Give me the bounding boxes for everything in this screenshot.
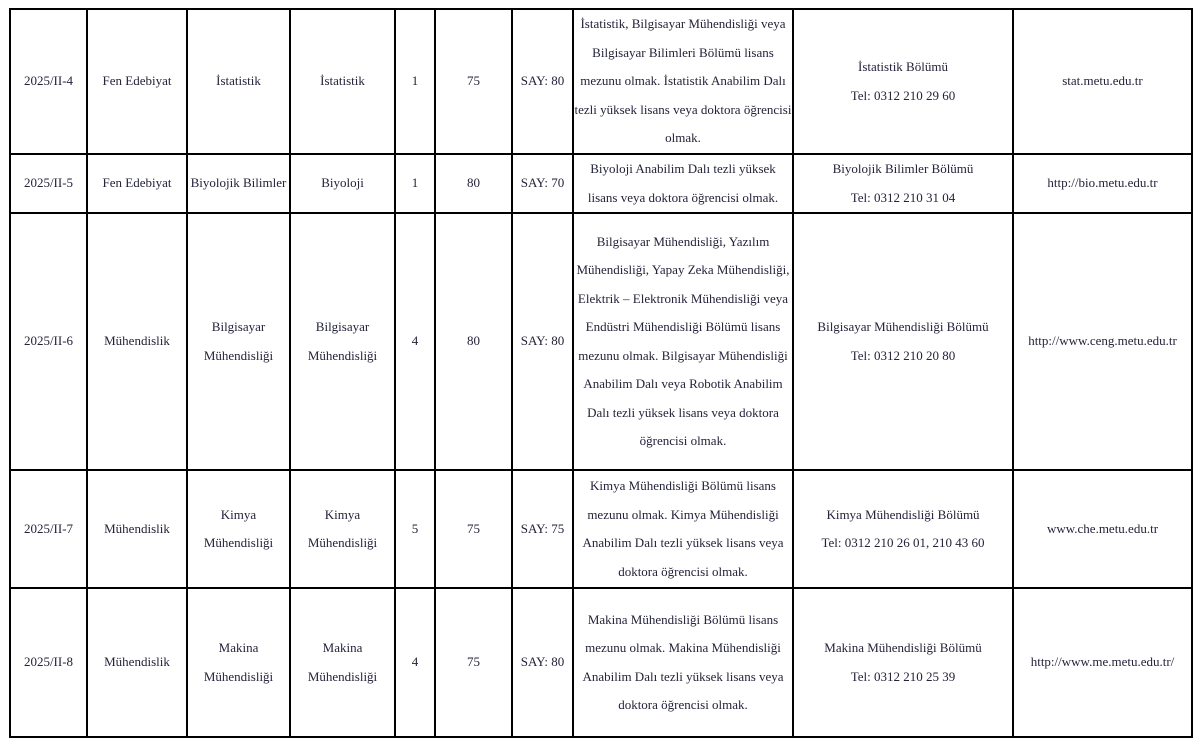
cell-faculty: Fen Edebiyat [87, 154, 187, 213]
contact-phone: Tel: 0312 210 20 80 [850, 347, 956, 363]
cell-contact [793, 9, 1013, 154]
table-row [10, 470, 1192, 588]
cell-ales-score: SAY: 80 [512, 9, 573, 154]
cell-department: Kimya Mühendisliği [187, 470, 290, 588]
cell-website: http://bio.metu.edu.tr [1013, 154, 1192, 213]
cell-program: Kimya Mühendisliği [290, 470, 395, 588]
contact-phone: Tel: 0312 210 31 04 [850, 189, 956, 205]
cell-code: 2025/II-8 [10, 588, 87, 737]
cell-quota: 5 [395, 470, 435, 588]
cell-faculty: Mühendislik [87, 588, 187, 737]
contact-department: İstatistik Bölümü [858, 59, 948, 74]
cell-code: 2025/II-6 [10, 213, 87, 470]
cell-code: 2025/II-7 [10, 470, 87, 588]
cell-department: Biyolojik Bilimler [187, 154, 290, 213]
contact-department: Bilgisayar Mühendisliği Bölümü [817, 319, 989, 334]
contact-department: Makina Mühendisliği Bölümü [824, 640, 982, 655]
contact-phone: Tel: 0312 210 29 60 [850, 87, 956, 103]
cell-faculty: Mühendislik [87, 213, 187, 470]
contact-department: Kimya Mühendisliği Bölümü [826, 506, 980, 522]
cell-gpa: 75 [435, 470, 512, 588]
cell-quota: 4 [395, 213, 435, 470]
cell-code: 2025/II-5 [10, 154, 87, 213]
cell-contact [793, 588, 1013, 737]
cell-program: Bilgisayar Mühendisliği [290, 213, 395, 470]
contact-phone: Tel: 0312 210 26 01, 210 43 60 [821, 535, 985, 550]
cell-gpa: 80 [435, 213, 512, 470]
cell-quota: 1 [395, 154, 435, 213]
cell-website: http://www.ceng.metu.edu.tr [1013, 213, 1192, 470]
cell-requirements: Biyoloji Anabilim Dalı tezli yüksek lisans veya doktora öğrencisi olmak. [573, 154, 793, 213]
contact-phone: Tel: 0312 210 25 39 [850, 668, 956, 684]
cell-gpa: 80 [435, 154, 512, 213]
positions-table [9, 8, 1193, 738]
cell-contact [793, 470, 1013, 588]
cell-ales-score: SAY: 75 [512, 470, 573, 588]
cell-website: http://www.me.metu.edu.tr/ [1013, 588, 1192, 737]
cell-department: Makina Mühendisliği [187, 588, 290, 737]
cell-requirements: İstatistik, Bilgisayar Mühendisliği veya Bilgisayar Bilimleri Bölümü lisans mezunu olmak. İstatistik Anabilim Dalı tezli yüksek lisans veya doktora öğrencisi olmak. [573, 9, 793, 154]
cell-quota: 4 [395, 588, 435, 737]
cell-quota: 1 [395, 9, 435, 154]
cell-program: İstatistik [290, 9, 395, 154]
cell-requirements: Bilgisayar Mühendisliği, Yazılım Mühendisliği, Yapay Zeka Mühendisliği, Elektrik – Elektronik Mühendisliği veya Endüstri Mühendisliği Bölümü lisans mezunu olmak. Bilgisayar Mühendisliği Anabilim Dalı veya Robotik Anabilim Dalı tezli yüksek lisans veya doktora öğrencisi olmak. [573, 213, 793, 470]
contact-department: Biyolojik Bilimler Bölümü [832, 161, 974, 176]
cell-website: www.che.metu.edu.tr [1013, 470, 1192, 588]
cell-contact [793, 213, 1013, 470]
cell-program: Makina Mühendisliği [290, 588, 395, 737]
cell-gpa: 75 [435, 9, 512, 154]
cell-faculty: Mühendislik [87, 470, 187, 588]
table-row [10, 154, 1192, 213]
cell-faculty: Fen Edebiyat [87, 9, 187, 154]
cell-program: Biyoloji [290, 154, 395, 213]
cell-code: 2025/II-4 [10, 9, 87, 154]
cell-contact [793, 154, 1013, 213]
cell-ales-score: SAY: 80 [512, 213, 573, 470]
cell-department: Bilgisayar Mühendisliği [187, 213, 290, 470]
cell-ales-score: SAY: 70 [512, 154, 573, 213]
cell-requirements: Makina Mühendisliği Bölümü lisans mezunu olmak. Makina Mühendisliği Anabilim Dalı tezli yüksek lisans veya doktora öğrencisi olmak. [573, 588, 793, 737]
cell-website: stat.metu.edu.tr [1013, 9, 1192, 154]
cell-requirements: Kimya Mühendisliği Bölümü lisans mezunu olmak. Kimya Mühendisliği Anabilim Dalı tezli yüksek lisans veya doktora öğrencisi olmak. [573, 470, 793, 588]
table-row [10, 9, 1192, 154]
cell-ales-score: SAY: 80 [512, 588, 573, 737]
cell-department: İstatistik [187, 9, 290, 154]
table-row [10, 588, 1192, 737]
table-row [10, 213, 1192, 470]
cell-gpa: 75 [435, 588, 512, 737]
